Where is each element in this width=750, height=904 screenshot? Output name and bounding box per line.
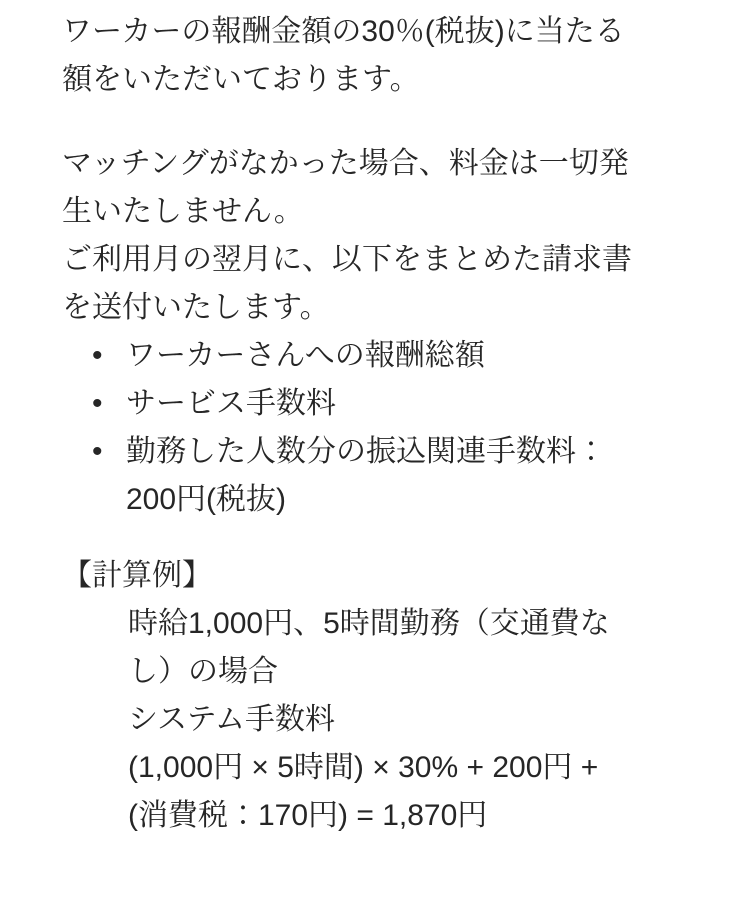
list-item-text: ワーカーさんへの報酬総額 [126, 339, 485, 372]
fee-intro-line-1: ワーカーの報酬金額の30％(税抜)に当たる [62, 15, 625, 48]
list-item-text: サービス手数料 [126, 387, 336, 420]
example-formula-line-1: (1,000円 × 5時間) × 30% + 200円 + [128, 751, 599, 784]
list-item-text: 勤務した人数分の振込関連手数料： [126, 435, 606, 468]
example-formula-line-2: (消費税：170円) = 1,870円 [128, 799, 488, 832]
list-bullet-icon: • [92, 339, 103, 372]
example-system-fee-label: システム手数料 [128, 703, 335, 736]
billing-terms-paragraph [62, 140, 694, 332]
list-item-text-continuation: 200円(税抜) [126, 483, 287, 516]
example-condition-line-1: 時給1,000円、5時間勤務（交通費な [128, 607, 610, 640]
invoice-items-list [62, 332, 694, 524]
billing-terms-line-1: マッチングがなかった場合、料金は一切発 [62, 147, 629, 180]
fee-intro-paragraph [62, 8, 694, 104]
list-item-worker-total [62, 332, 694, 380]
billing-terms-line-2: 生いたしません。 [62, 195, 304, 228]
billing-terms-line-4: を送付いたします。 [62, 291, 330, 324]
calculation-example-block [62, 600, 694, 840]
billing-terms-line-3: ご利用月の翌月に、以下をまとめた請求書 [62, 243, 632, 276]
list-item-service-fee [62, 380, 694, 428]
example-condition-line-2: し）の場合 [128, 655, 278, 688]
list-bullet-icon: • [92, 387, 103, 420]
fee-intro-line-2: 額をいただいております。 [62, 63, 420, 96]
calculation-example-heading: 【計算例】 [62, 559, 212, 592]
list-bullet-icon: • [92, 435, 103, 468]
list-item-transfer-fee [62, 428, 694, 524]
